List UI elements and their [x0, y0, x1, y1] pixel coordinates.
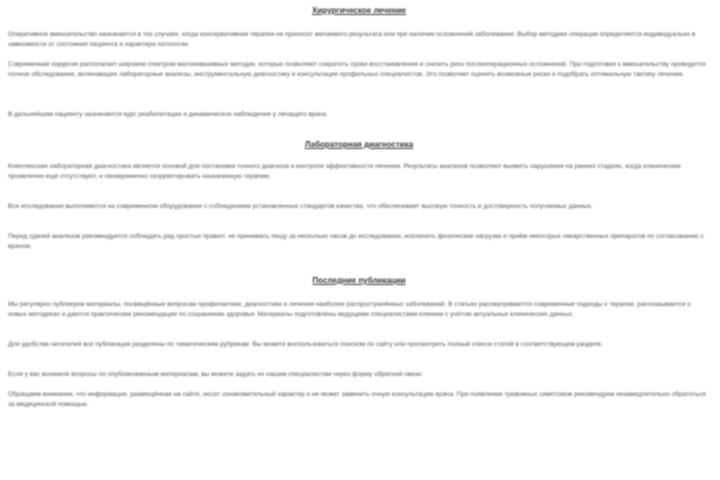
section-heading-publications: Последние публикации — [312, 276, 406, 285]
paragraph: Современная хирургия располагает широким спектром малоинвазивных методик, которые позволяют сократить сроки восстановления и снизить риск послеоперационных осложнений. При подготовке к вмешательству проводится полное обследование, включающее лабораторные анализы, инструментальную диагностику и консультации профильных специалистов. Это позволяет оценить возможные риски и подобрать оптимальную тактику лечения. — [8, 61, 706, 78]
paragraph: Перед сдачей анализов рекомендуется соблюдать ряд простых правил: не принимать пищу за несколько часов до исследования, исключить физические нагрузки и приём некоторых лекарственных препаратов по согласованию с врачом. — [8, 233, 704, 250]
section-heading-surgery: Хирургическое лечение — [312, 6, 406, 15]
paragraph: Оперативное вмешательство назначается в тех случаях, когда консервативная терапия не приносит желаемого результата или при наличии осложнений заболевания. Выбор методики операции определяется индивидуально в зависимости от состояния пациента и характера патологии. — [8, 31, 696, 48]
paragraph: Для удобства читателей все публикации разделены по тематическим рубрикам. Вы можете воспользоваться поиском по сайту или просмотреть полный список статей в соответствующем разделе. — [8, 341, 604, 348]
paragraph: Все исследования выполняются на современном оборудовании с соблюдением установленных стандартов качества, что обеспечивает высокую точность и достоверность получаемых данных. — [8, 203, 593, 210]
paragraph: Мы регулярно публикуем материалы, посвящённые вопросам профилактики, диагностики и лечения наиболее распространённых заболеваний. В статьях рассматриваются современные подходы к терапии, рассказывается о новых методиках и даются практические рекомендации по сохранению здоровья. Материалы подготовлены ведущими специалистами клиники с учётом актуальных клинических данных. — [8, 301, 691, 318]
paragraph: Обращаем внимание, что информация, размещённая на сайте, носит ознакомительный характер и не может заменить очную консультацию врача. При появлении тревожных симптомов рекомендуем незамедлительно обратиться за медицинской помощью. — [8, 391, 706, 408]
paragraph: В дальнейшем пациенту назначается курс реабилитации и динамическое наблюдение у лечащего врача. — [8, 111, 328, 118]
paragraph: Комплексная лабораторная диагностика является основой для постановки точного диагноза и контроля эффективности лечения. Результаты анализов позволяют выявить нарушения на ранних стадиях, когда клинические проявления ещё отсутствуют, и своевременно скорректировать назначенную терапию. — [8, 163, 681, 180]
paragraph: Если у вас возникли вопросы по опубликованным материалам, вы можете задать их нашим специалистам через форму обратной связи. — [8, 371, 423, 378]
section-heading-diagnostics: Лабораторная диагностика — [304, 140, 414, 149]
